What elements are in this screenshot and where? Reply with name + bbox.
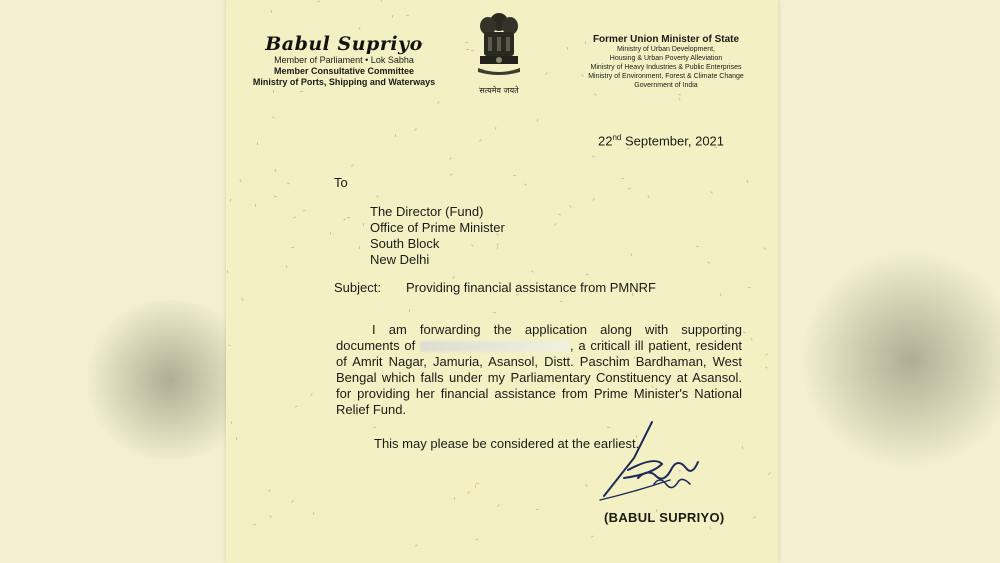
paper-fleck — [569, 205, 572, 208]
paper-fleck — [592, 198, 595, 201]
paper-fleck — [437, 101, 439, 104]
paper-fleck — [475, 538, 478, 540]
body-text-start: I am forwarding the application along with supporting documents of — [336, 322, 742, 353]
address-line: The Director (Fund) — [370, 204, 484, 219]
paper-fleck — [586, 274, 589, 276]
redacted-name — [420, 341, 570, 352]
ministry-line: Ministry of Environment, Forest & Climate Change — [588, 73, 744, 80]
subject-text: Providing financial assistance from PMNRF — [406, 280, 656, 295]
paper-fleck — [592, 155, 595, 157]
paper-fleck — [585, 484, 588, 487]
paper-fleck — [255, 204, 256, 207]
paper-fleck — [228, 345, 231, 347]
paper-fleck — [450, 173, 453, 175]
paper-fleck — [295, 405, 298, 407]
paper-fleck — [748, 287, 751, 288]
paper-fleck — [750, 338, 752, 341]
paper-fleck — [709, 527, 711, 530]
paper-fleck — [376, 195, 378, 198]
letterhead-line: Ministry of Ports, Shipping and Waterways — [252, 77, 436, 87]
paper-fleck — [230, 199, 232, 202]
to-label: To — [334, 175, 348, 190]
paper-fleck — [678, 94, 681, 95]
paper-fleck — [343, 218, 345, 221]
ministry-line: Ministry of Urban Development, — [616, 46, 716, 53]
paper-fleck — [765, 366, 768, 368]
paper-fleck — [743, 331, 746, 333]
letterhead-name: Babul Supriyo — [265, 33, 423, 55]
paper-fleck — [467, 491, 470, 494]
paper-fleck — [317, 0, 320, 2]
paper-fleck — [275, 169, 277, 172]
paper-fleck — [303, 210, 306, 212]
paper-fleck — [269, 489, 271, 492]
paper-fleck — [414, 128, 417, 131]
paper-fleck — [392, 15, 394, 18]
handwritten-signature — [594, 418, 704, 508]
paper-fleck — [768, 472, 771, 475]
paper-fleck — [763, 247, 766, 250]
paper-fleck — [628, 188, 631, 190]
paper-fleck — [466, 49, 469, 50]
ministry-line: Housing & Urban Poverty Alleviation — [609, 55, 723, 62]
paper-fleck — [720, 293, 722, 296]
paper-fleck — [707, 261, 710, 264]
paper-fleck — [753, 516, 756, 518]
paper-fleck — [406, 15, 409, 17]
paper-fleck — [363, 223, 364, 226]
paper-fleck — [476, 483, 479, 485]
recipient-address — [370, 204, 505, 268]
paper-fleck — [594, 93, 597, 96]
paper-fleck — [536, 509, 539, 510]
paper-fleck — [710, 191, 713, 194]
paper-fleck — [647, 195, 649, 198]
paper-fleck — [545, 72, 548, 75]
paper-fleck — [300, 91, 303, 92]
address-line: South Block — [370, 236, 440, 251]
paper-fleck — [452, 276, 455, 279]
paper-fleck — [454, 497, 456, 500]
paper-fleck — [271, 10, 272, 13]
letter-date — [598, 133, 724, 148]
paper-fleck — [531, 270, 534, 272]
signer-name: (BABUL SUPRIYO) — [604, 510, 725, 525]
paper-fleck — [631, 253, 632, 256]
paper-fleck — [415, 544, 418, 547]
paper-fleck — [351, 164, 354, 167]
paper-fleck — [493, 312, 496, 314]
paper-fleck — [241, 298, 244, 301]
paper-fleck — [475, 485, 477, 488]
paper-fleck — [373, 426, 376, 428]
paper-fleck — [257, 142, 258, 145]
paper-fleck — [494, 127, 496, 130]
paper-fleck — [358, 27, 360, 30]
background-shadow — [800, 250, 1000, 470]
ministry-line: Ministry of Heavy Industries & Public Enterprises — [590, 64, 742, 71]
paper-fleck — [554, 223, 557, 226]
paper-fleck — [272, 116, 275, 118]
letterhead-right — [566, 34, 766, 90]
closing-line: This may please be considered at the earliest. — [374, 436, 640, 451]
paper-fleck — [747, 180, 749, 183]
paper-fleck — [558, 214, 561, 216]
address-line: New Delhi — [370, 252, 430, 267]
paper-fleck — [227, 270, 228, 273]
paper-fleck — [291, 500, 293, 503]
paper-fleck — [330, 232, 331, 235]
paper-fleck — [409, 309, 411, 312]
paper-fleck — [742, 446, 744, 449]
former-minister-title: Former Union Minister of State — [592, 34, 740, 45]
paper-fleck — [359, 246, 360, 249]
letterhead-line: Member Consultative Committee — [273, 66, 415, 76]
ministry-line: Government of India — [634, 82, 698, 89]
paper-fleck — [287, 183, 290, 185]
paper-fleck — [395, 134, 396, 137]
date-day: 22 — [598, 133, 613, 149]
paper-fleck — [273, 90, 274, 93]
paper-fleck — [381, 0, 382, 2]
paper-fleck — [291, 247, 294, 248]
subject-label: Subject: — [334, 280, 381, 295]
paper-fleck — [537, 119, 539, 122]
paper-fleck — [293, 216, 296, 218]
paper-fleck — [696, 246, 699, 248]
paper-fleck — [274, 196, 277, 198]
paper-fleck — [621, 178, 624, 179]
paper-fleck — [347, 217, 350, 218]
paper-fleck — [239, 179, 241, 182]
national-emblem — [470, 10, 528, 96]
paper-fleck — [449, 157, 452, 160]
paper-fleck — [253, 524, 256, 525]
paper-fleck — [286, 265, 288, 268]
paper-fleck — [269, 515, 272, 518]
paper-fleck — [678, 98, 680, 101]
date-suffix: nd — [612, 133, 622, 142]
paper-fleck — [310, 393, 313, 396]
letter-page — [226, 0, 778, 563]
paper-fleck — [513, 175, 516, 176]
letter-body — [336, 322, 742, 418]
paper-fleck — [524, 183, 527, 185]
paper-fleck — [591, 535, 594, 537]
emblem-motto: सत्यमेव जयते — [479, 86, 519, 95]
letterhead-left — [244, 33, 444, 88]
paper-fleck — [236, 437, 238, 440]
date-rest: September, 2021 — [621, 133, 725, 149]
paper-fleck — [765, 353, 768, 355]
paper-fleck — [231, 421, 232, 424]
paper-fleck — [497, 504, 499, 507]
address-line: Office of Prime Minister — [370, 220, 505, 235]
paper-fleck — [465, 42, 468, 43]
paper-fleck — [560, 301, 563, 302]
body-text-end: , a criticall ill patient, resident of Amrit Nagar, Jamuria, Asansol, Distt. Paschim Bardhaman, West Bengal which falls under my Parliamentary Constituency at Asansol. for providing her financial assistance from Prime Minister's National Relief Fund. — [336, 338, 743, 417]
letterhead-line: Member of Parliament • Lok Sabha — [274, 55, 414, 65]
paper-fleck — [312, 512, 314, 515]
paper-fleck — [479, 139, 482, 142]
ashoka-emblem-icon — [472, 10, 526, 78]
